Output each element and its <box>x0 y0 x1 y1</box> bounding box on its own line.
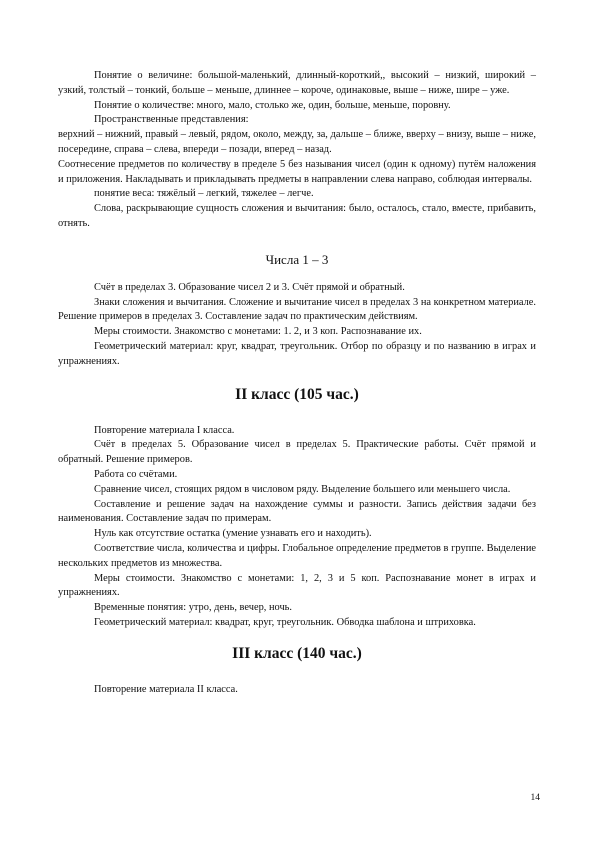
paragraph: Соответствие числа, количества и цифры. Глобальное определение предметов в группе. Выделение нескольких предметов из множества. <box>58 542 536 569</box>
paragraph: Повторение материала II класса. <box>94 683 238 695</box>
paragraph: понятие веса: тяжёлый – легкий, тяжелее – легче. <box>94 188 314 200</box>
paragraph: Пространственные представления: <box>94 114 249 126</box>
paragraph: Составление и решение задач на нахождение суммы и разности. Запись действия задачи без наименования. Составление задач по примерам. <box>58 498 536 525</box>
paragraph: Геометрический материал: квадрат, круг, треугольник. Обводка шаблона и штриховка. <box>94 616 476 628</box>
paragraph: Соотнесение предметов по количеству в пределе 5 без называния чисел (один к одному) путём наложения и приложения. Накладывать и прикладывать предметы в направлении слева направо, соблюдая интервалы. <box>58 158 536 185</box>
section-heading-class-3: III класс (140 час.) <box>232 644 362 662</box>
paragraph: Меры стоимости. Знакомство с монетами: 1. 2, и 3 коп. Распознавание их. <box>94 326 422 338</box>
paragraph: Понятие о величине: большой-маленький, длинный-короткий,, высокий – низкий, широкий – узкий, толстый – тонкий, больше – меньше, длиннее – короче, одинаковые, выше – ниже, шире – уже. <box>58 70 536 96</box>
paragraph: Знаки сложения и вычитания. Сложение и вычитание чисел в пределах 3 на конкретном материале. Решение примеров в пределах 3. Составление задач по практическим действиям. <box>58 296 536 323</box>
paragraph: Геометрический материал: круг, квадрат, треугольник. Отбор по образцу и по названию в играх и упражнениях. <box>58 340 536 367</box>
class-2-block <box>58 424 536 631</box>
paragraph: верхний – нижний, правый – левый, рядом, около, между, за, дальше – ближе, вверху – внизу, выше – ниже, посередине, справа – слева, впереди – позади, вперед – назад. <box>58 129 536 155</box>
paragraph: Меры стоимости. Знакомство с монетами: 1, 2, 3 и 5 коп. Распознавание монет в играх и упражнениях. <box>58 572 536 599</box>
section-heading-numbers: Числа 1 – 3 <box>265 251 329 267</box>
page-content <box>58 69 536 698</box>
paragraph: Временные понятия: утро, день, вечер, ночь. <box>94 602 293 614</box>
intro-block <box>58 69 536 232</box>
section-heading-class-2: II класс (105 час.) <box>235 385 359 403</box>
paragraph: Сравнение чисел, стоящих рядом в числовом ряду. Выделение большего или меньшего числа. <box>94 483 511 495</box>
paragraph: Работа со счётами. <box>94 468 178 480</box>
numbers-block <box>58 281 536 370</box>
paragraph: Слова, раскрывающие сущность сложения и вычитания: было, осталось, стало, вместе, прибавить, отнять. <box>58 203 536 229</box>
paragraph: Понятие о количестве: много, мало, столько же, один, больше, меньше, поровну. <box>94 99 451 111</box>
paragraph: Счёт в пределах 3. Образование чисел 2 и 3. Счёт прямой и обратный. <box>94 281 405 293</box>
class-3-block <box>58 683 536 698</box>
paragraph: Повторение материала I класса. <box>94 424 235 436</box>
page-number: 14 <box>530 793 540 803</box>
paragraph: Нуль как отсутствие остатка (умение узнавать его и находить). <box>94 528 372 540</box>
paragraph: Счёт в пределах 5. Образование чисел в пределах 5. Практические работы. Счёт прямой и обратный. Решение примеров. <box>58 439 536 466</box>
